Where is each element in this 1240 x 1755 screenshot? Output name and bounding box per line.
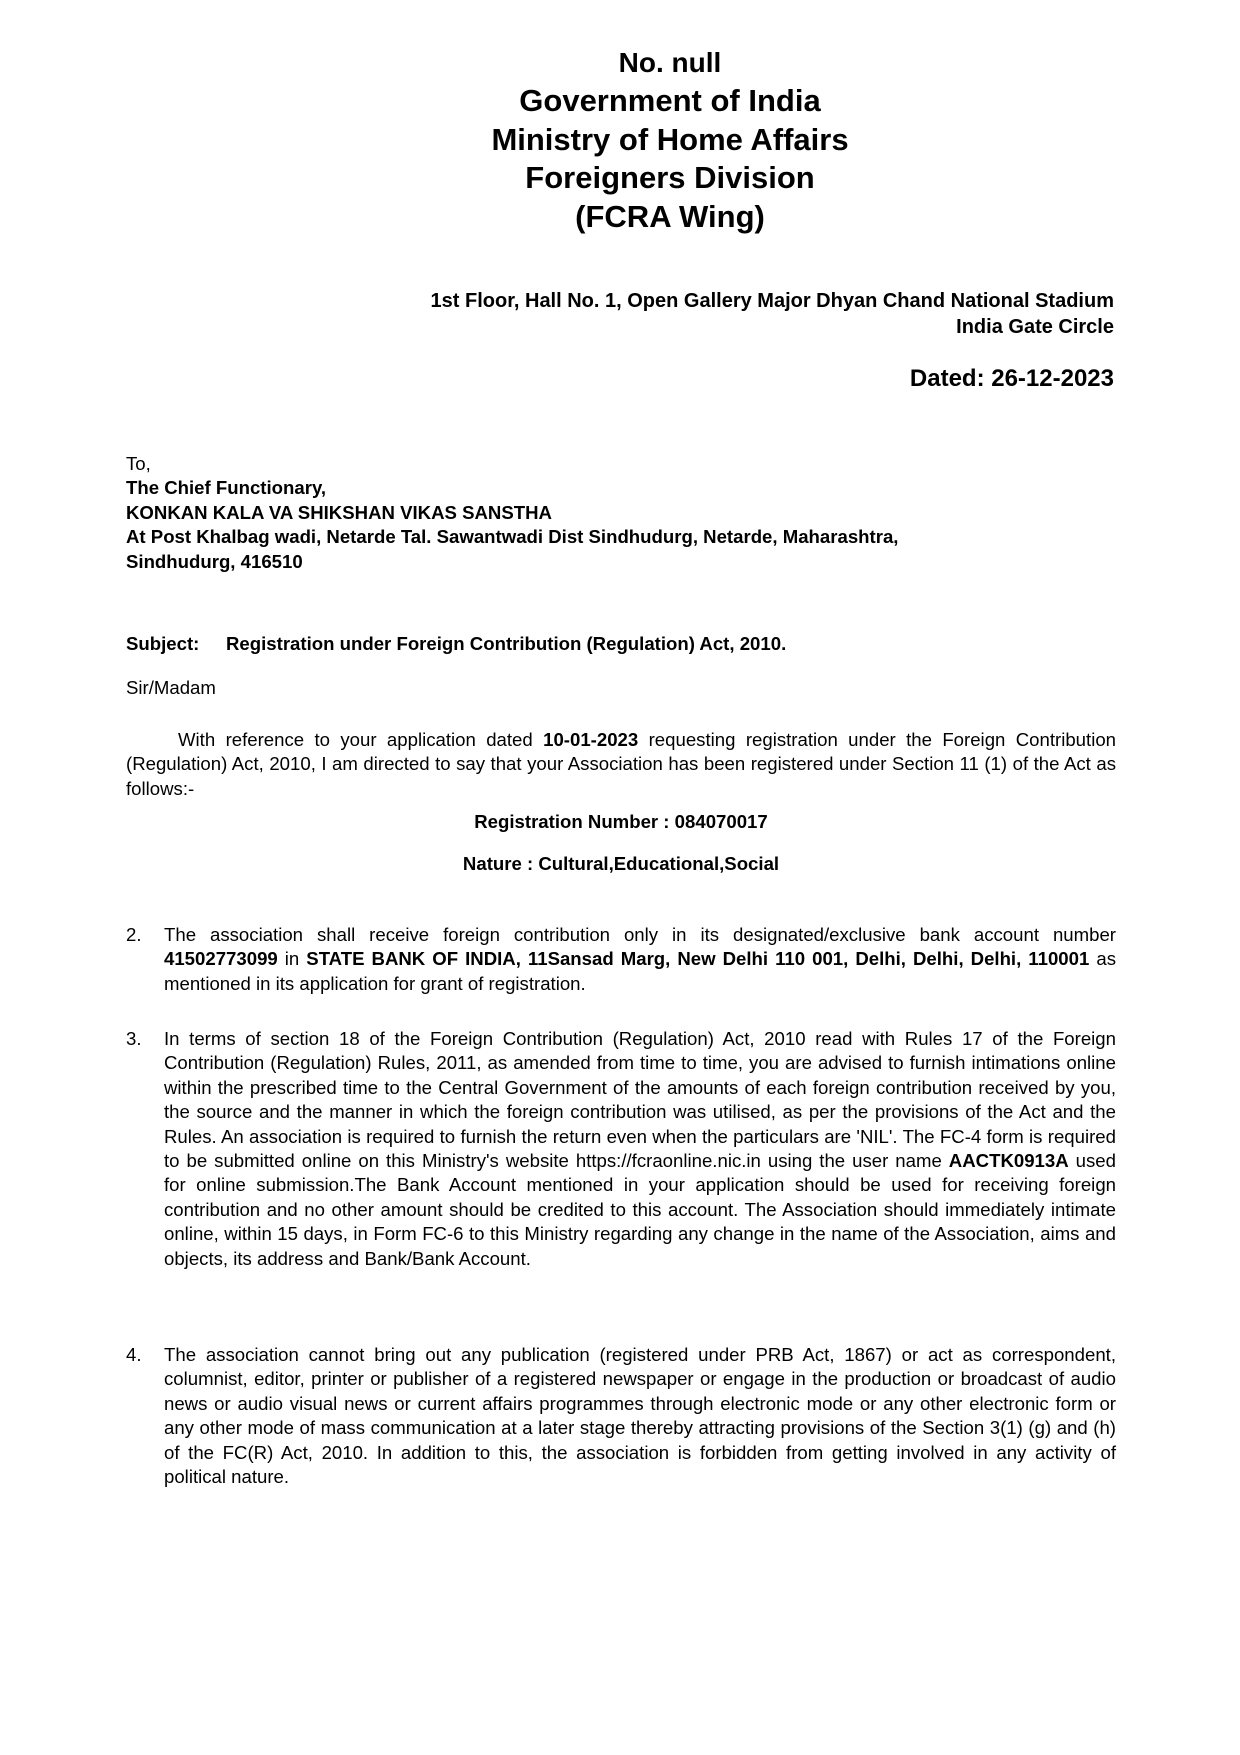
document-number: No. null bbox=[618, 47, 722, 78]
registration-nature: Nature : Cultural,Educational,Social bbox=[462, 853, 780, 874]
recipient-to: To, bbox=[126, 453, 151, 474]
clause-2-text-2: in bbox=[277, 948, 307, 970]
clause-3-text-1: In terms of section 18 of the Foreign Contribution (Regulation) Act, 2010 read with Rules 17 of the Foreign Contribution (Regulation) Rules, 2011, as amended from time to time, you are advised to furnish intimations online within the prescribed time to the Central Government of the amounts of each foreign contribution received by you, the source and the manner in which the foreign contribution was utilised, as per the provisions of the Act and the Rules. An association is required to furnish the return even when the particulars are 'NIL'. The FC-4 form is required to be submitted online on this Ministry's website https://fcraonline.nic.in using the user name bbox=[164, 1028, 1116, 1172]
subject-text: Registration under Foreign Contribution (Regulation) Act, 2010. bbox=[226, 633, 787, 654]
subject-label: Subject: bbox=[126, 633, 200, 654]
clause-text: The association cannot bring out any publication (registered under PRB Act, 1867) or act as correspondent, columnist, editor, printer or publisher of a registered newspaper or engage in the production or broadcast of audio news or audio visual news or current affairs programmes through electronic mode or any other electronic form or any other mode of mass communication at a later stage thereby attracting provisions of the Section 3(1) (g) and (h) of the FC(R) Act, 2010. In addition to this, the association is forbidden from getting involved in any activity of political nature. bbox=[164, 1344, 1116, 1488]
subject-line bbox=[126, 632, 786, 656]
recipient-address-line-2: Sindhudurg, 416510 bbox=[126, 550, 303, 572]
clause-text bbox=[164, 1027, 1116, 1271]
clause-number: 4. bbox=[126, 1344, 142, 1365]
clause-2-text-1: The association shall receive foreign contribution only in its designated/exclusive bank account number bbox=[164, 924, 1116, 945]
intro-text-2: requesting registration under the Foreign Contribution (Regulation) Act, 2010, I am directed to say that your Association has been registered under Section 11 (1) of the Act as follows:- bbox=[126, 729, 1117, 799]
office-address-line-2: India Gate Circle bbox=[956, 316, 1114, 338]
clause-4 bbox=[126, 1343, 1116, 1489]
letter-date: Dated: 26-12-2023 bbox=[909, 365, 1114, 392]
bank-name-address: STATE BANK OF INDIA, 11Sansad Marg, New Delhi 110 001, Delhi, Delhi, Delhi, 110001 bbox=[306, 948, 1090, 970]
letterhead-line-government: Government of India bbox=[519, 83, 821, 118]
intro-paragraph bbox=[126, 728, 1116, 801]
recipient-address-line-1: At Post Khalbag wadi, Netarde Tal. Sawantwadi Dist Sindhudurg, Netarde, Maharashtra, bbox=[126, 526, 899, 548]
registration-number: Registration Number : 084070017 bbox=[474, 811, 768, 832]
letterhead-line-division: Foreigners Division bbox=[525, 160, 815, 195]
clause-2-text-3: as mentioned in its application for grant of registration. bbox=[164, 948, 1116, 994]
fcra-user-name: AACTK0913A bbox=[948, 1150, 1069, 1172]
clause-number: 2. bbox=[126, 924, 142, 945]
clause-number: 3. bbox=[126, 1028, 142, 1049]
salutation: Sir/Madam bbox=[126, 677, 216, 698]
recipient-block bbox=[126, 452, 1116, 574]
letterhead-line-wing: (FCRA Wing) bbox=[575, 198, 765, 234]
letterhead bbox=[420, 44, 920, 236]
letterhead-line-ministry: Ministry of Home Affairs bbox=[491, 121, 849, 157]
application-date: 10-01-2023 bbox=[543, 729, 639, 750]
clause-3 bbox=[126, 1027, 1116, 1271]
recipient-name: KONKAN KALA VA SHIKSHAN VIKAS SANSTHA bbox=[126, 501, 552, 523]
office-address bbox=[431, 288, 1114, 340]
clause-text bbox=[164, 923, 1116, 996]
recipient-title: The Chief Functionary, bbox=[126, 477, 327, 499]
clause-2 bbox=[126, 923, 1116, 996]
intro-text-1: With reference to your application dated bbox=[178, 729, 544, 750]
bank-account-number: 41502773099 bbox=[164, 948, 278, 970]
clause-3-text-2: used for online submission.The Bank Account mentioned in your application should be used for receiving foreign contribution and no other amount should be credited to this account. The Association should immediately intimate online, within 15 days, in Form FC-6 to this Ministry regarding any change in the name of the Association, aims and objects, its address and Bank/Bank Account. bbox=[164, 1150, 1116, 1269]
office-address-line-1: 1st Floor, Hall No. 1, Open Gallery Major Dhyan Chand National Stadium bbox=[430, 290, 1114, 312]
